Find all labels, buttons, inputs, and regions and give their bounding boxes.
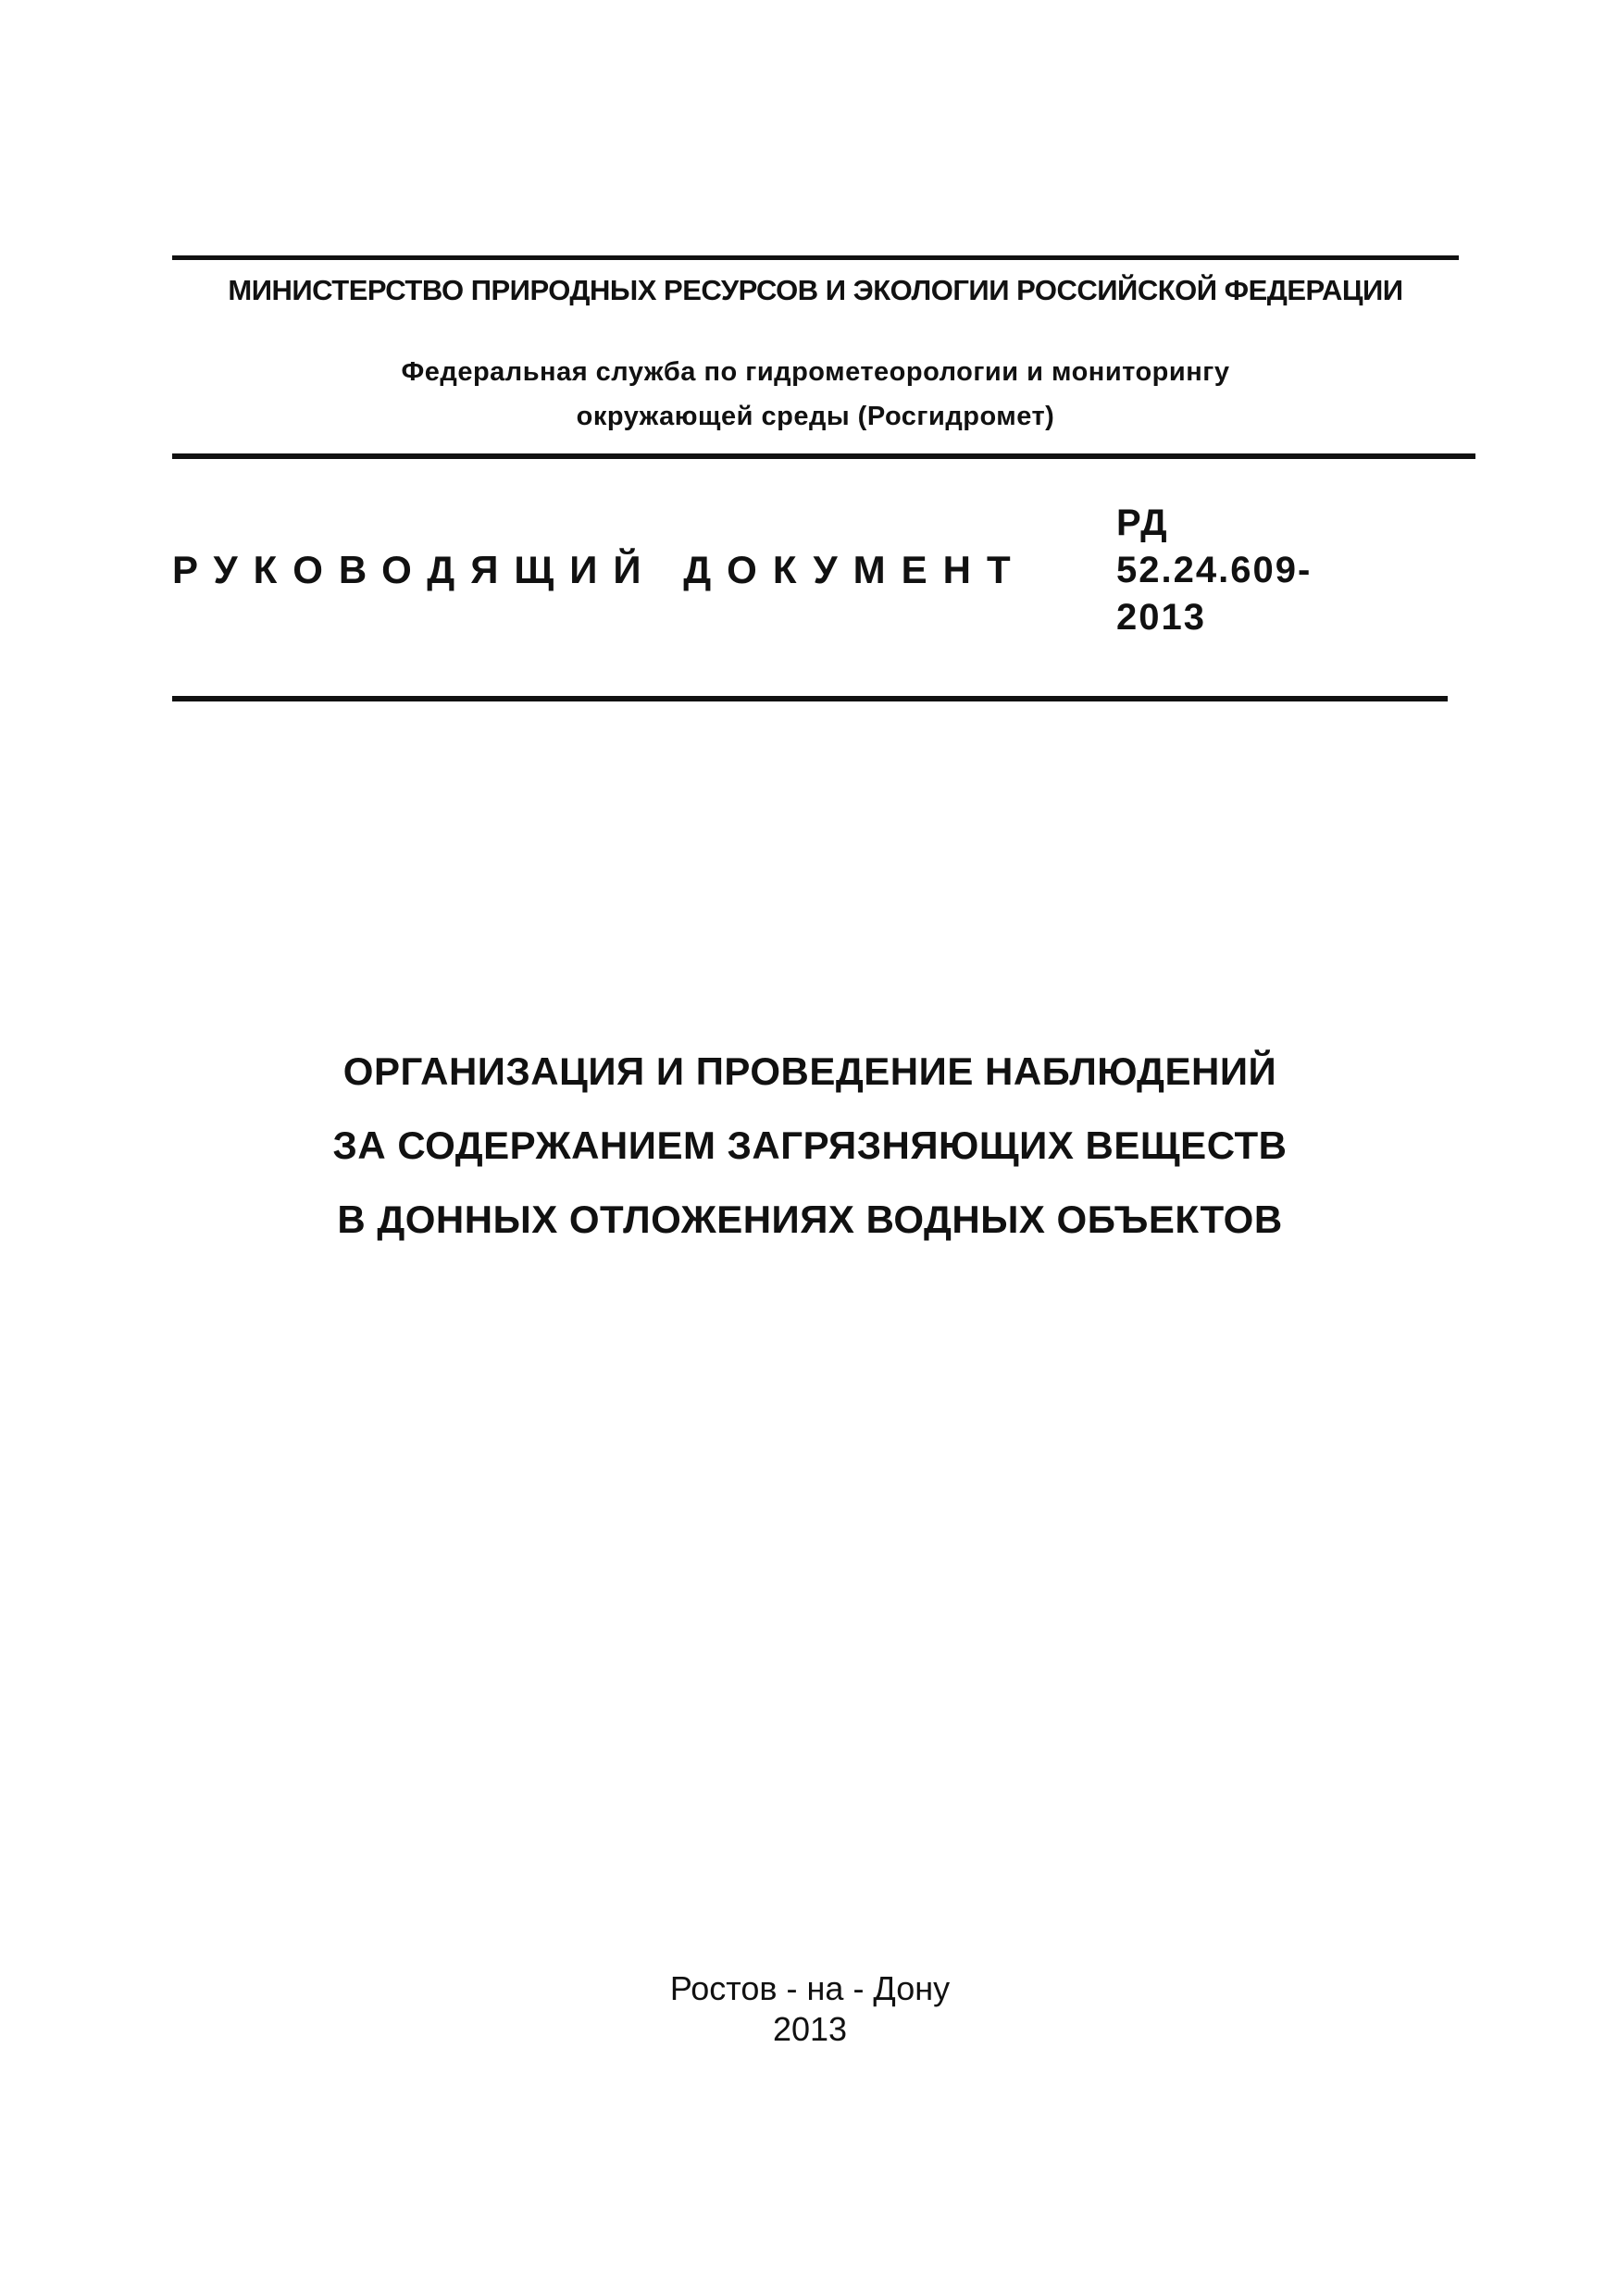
header-divider	[172, 453, 1475, 459]
title-line-2: ЗА СОДЕРЖАНИЕМ ЗАГРЯЗНЯЮЩИХ ВЕЩЕСТВ	[332, 1123, 1288, 1167]
service-name	[172, 350, 1459, 439]
document-type-label: РУКОВОДЯЩИЙ ДОКУМЕНТ	[172, 548, 1027, 591]
top-divider	[172, 255, 1459, 260]
title-line-1: ОРГАНИЗАЦИЯ И ПРОВЕДЕНИЕ НАБЛЮДЕНИЙ	[342, 1049, 1277, 1093]
publication-imprint	[172, 1968, 1448, 2050]
document-divider	[172, 696, 1448, 701]
service-name-line-2: окружающей среды (Росгидромет)	[576, 402, 1055, 431]
document-number-line-3: 2013	[1116, 597, 1206, 638]
service-name-line-1: Федеральная служба по гидрометеорологии и мониторингу	[401, 357, 1230, 387]
title-line-3: В ДОННЫХ ОТЛОЖЕНИЯХ ВОДНЫХ ОБЪЕКТОВ	[337, 1198, 1283, 1241]
document-number	[1116, 500, 1312, 641]
document-title	[172, 1035, 1448, 1257]
publication-year: 2013	[772, 2010, 848, 2048]
publication-city: Ростов - на - Дону	[669, 1969, 951, 2007]
ministry-name: МИНИСТЕРСТВО ПРИРОДНЫХ РЕСУРСОВ И ЭКОЛОГИИ РОССИЙСКОЙ ФЕДЕРАЦИИ	[228, 274, 1403, 306]
document-number-line-2: 52.24.609-	[1116, 550, 1313, 590]
document-number-line-1: РД	[1116, 503, 1169, 543]
